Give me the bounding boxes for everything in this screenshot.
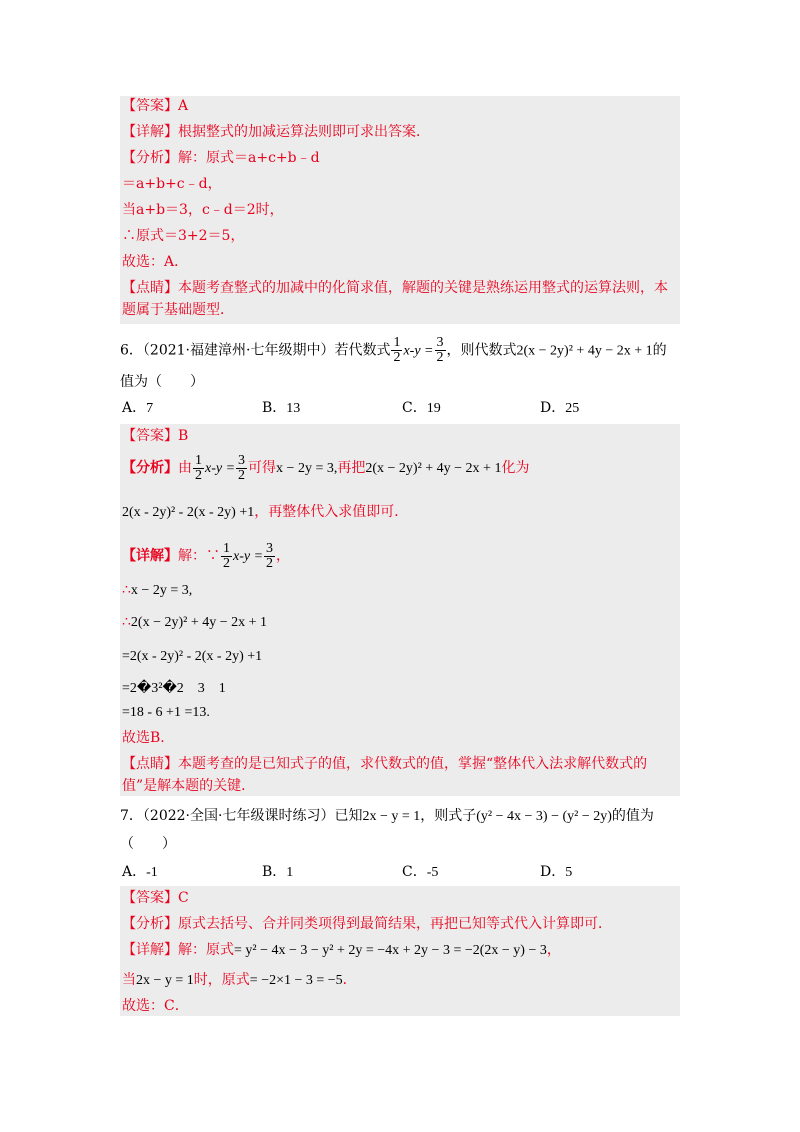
q6-answer: 【答案】B (122, 428, 189, 444)
q6-comment-1: 【点睛】本题考查的是已知式子的值，求代数式的值，掌握“整体代入法求解代数式的 (122, 756, 648, 772)
q6-step-4: =2�3²�2 3 1 (122, 681, 226, 696)
q6-frac-three-halves: $\frac{3}{2}$ (436, 335, 444, 365)
q6-analysis-1: 【分析】由 $\frac{1}{2}$ x-y = $\frac{3}{2}$ 可得x − 2y = 3,再把2(x − 2y)² + 4y − 2x + 1化为 (122, 452, 530, 483)
q6-step-2: ∴2(x − 2y)² + 4y − 2x + 1 (122, 614, 268, 630)
q6-step-1: ∴x − 2y = 3, (122, 582, 193, 598)
q5-comment-1: 【点睛】本题考查整式的加减中的化简求值，解题的关键是熟练运用整式的运算法则，本 (122, 280, 668, 296)
q7-analysis: 【分析】原式去括号、合并同类项得到最简结果，再把已知等式代入计算即可． (122, 916, 612, 932)
q5-analysis-3: 当a+b＝3，c﹣d＝2时， (122, 202, 284, 218)
q7-stem-line2: （ ） (120, 836, 176, 852)
q6-step-5: =18 - 6 +1 =13. (122, 705, 210, 720)
q6-stem: 6．（2021·福建漳州·七年级期中）若代数式 $\frac{1}{2}$ x-y = $\frac{3}{2}$ ，则代数式2(x − 2y)² + 4y − 2x + 1的 (120, 335, 667, 365)
q7-answer: 【答案】C (122, 890, 189, 906)
q5-analysis-2: ＝a+b+c﹣d， (122, 176, 222, 192)
q6-frac-half: $\frac{1}{2}$ (393, 335, 401, 365)
q5-analysis-1: 【分析】解：原式＝a+c+b﹣d (122, 150, 320, 166)
q6-comment-2: 值”是解本题的关键． (122, 778, 256, 794)
q7-option-c: C．-5 (402, 864, 439, 880)
q6-option-b: B．13 (262, 400, 301, 416)
q5-detail: 【详解】根据整式的加减运算法则即可求出答案． (122, 124, 430, 140)
q5-comment-2: 题属于基础题型． (122, 302, 234, 318)
q5-answer: 【答案】A (122, 98, 189, 114)
q6-analysis-2: 2(x - 2y)² - 2(x - 2y) +1，再整体代入求值即可． (122, 504, 409, 520)
q7-option-b: B．1 (262, 864, 294, 880)
q5-choose: 故选：A． (122, 254, 189, 270)
q6-choose: 故选B. (122, 730, 165, 746)
q6-option-d: D．25 (540, 400, 580, 416)
q7-stem: 7．（2022·全国·七年级课时练习）已知2x − y = 1，则式子(y² − 4x − 3) − (y² − 2y)的值为 (120, 808, 654, 824)
q7-option-a: A．-1 (122, 864, 158, 880)
q6-stem-line2: 值为（ ） (120, 374, 204, 390)
q6-detail-1: 【详解】解：∵ $\frac{1}{2}$ x-y = $\frac{3}{2}$ ， (122, 540, 291, 571)
q7-option-d: D．5 (540, 864, 573, 880)
q7-when: 当2x − y = 1时，原式= −2×1 − 3 = −5． (122, 972, 357, 988)
q6-option-c: C．19 (402, 400, 441, 416)
q5-analysis-4: ∴原式＝3+2＝5， (122, 228, 245, 244)
q7-choose: 故选：C． (122, 998, 189, 1014)
q7-detail: 【详解】解：原式= y² − 4x − 3 − y² + 2y = −4x + 2y − 3 = −2(2x − y) − 3， (122, 942, 561, 958)
q6-option-a: A．7 (122, 400, 154, 416)
q6-step-3: =2(x - 2y)² - 2(x - 2y) +1 (122, 649, 263, 664)
